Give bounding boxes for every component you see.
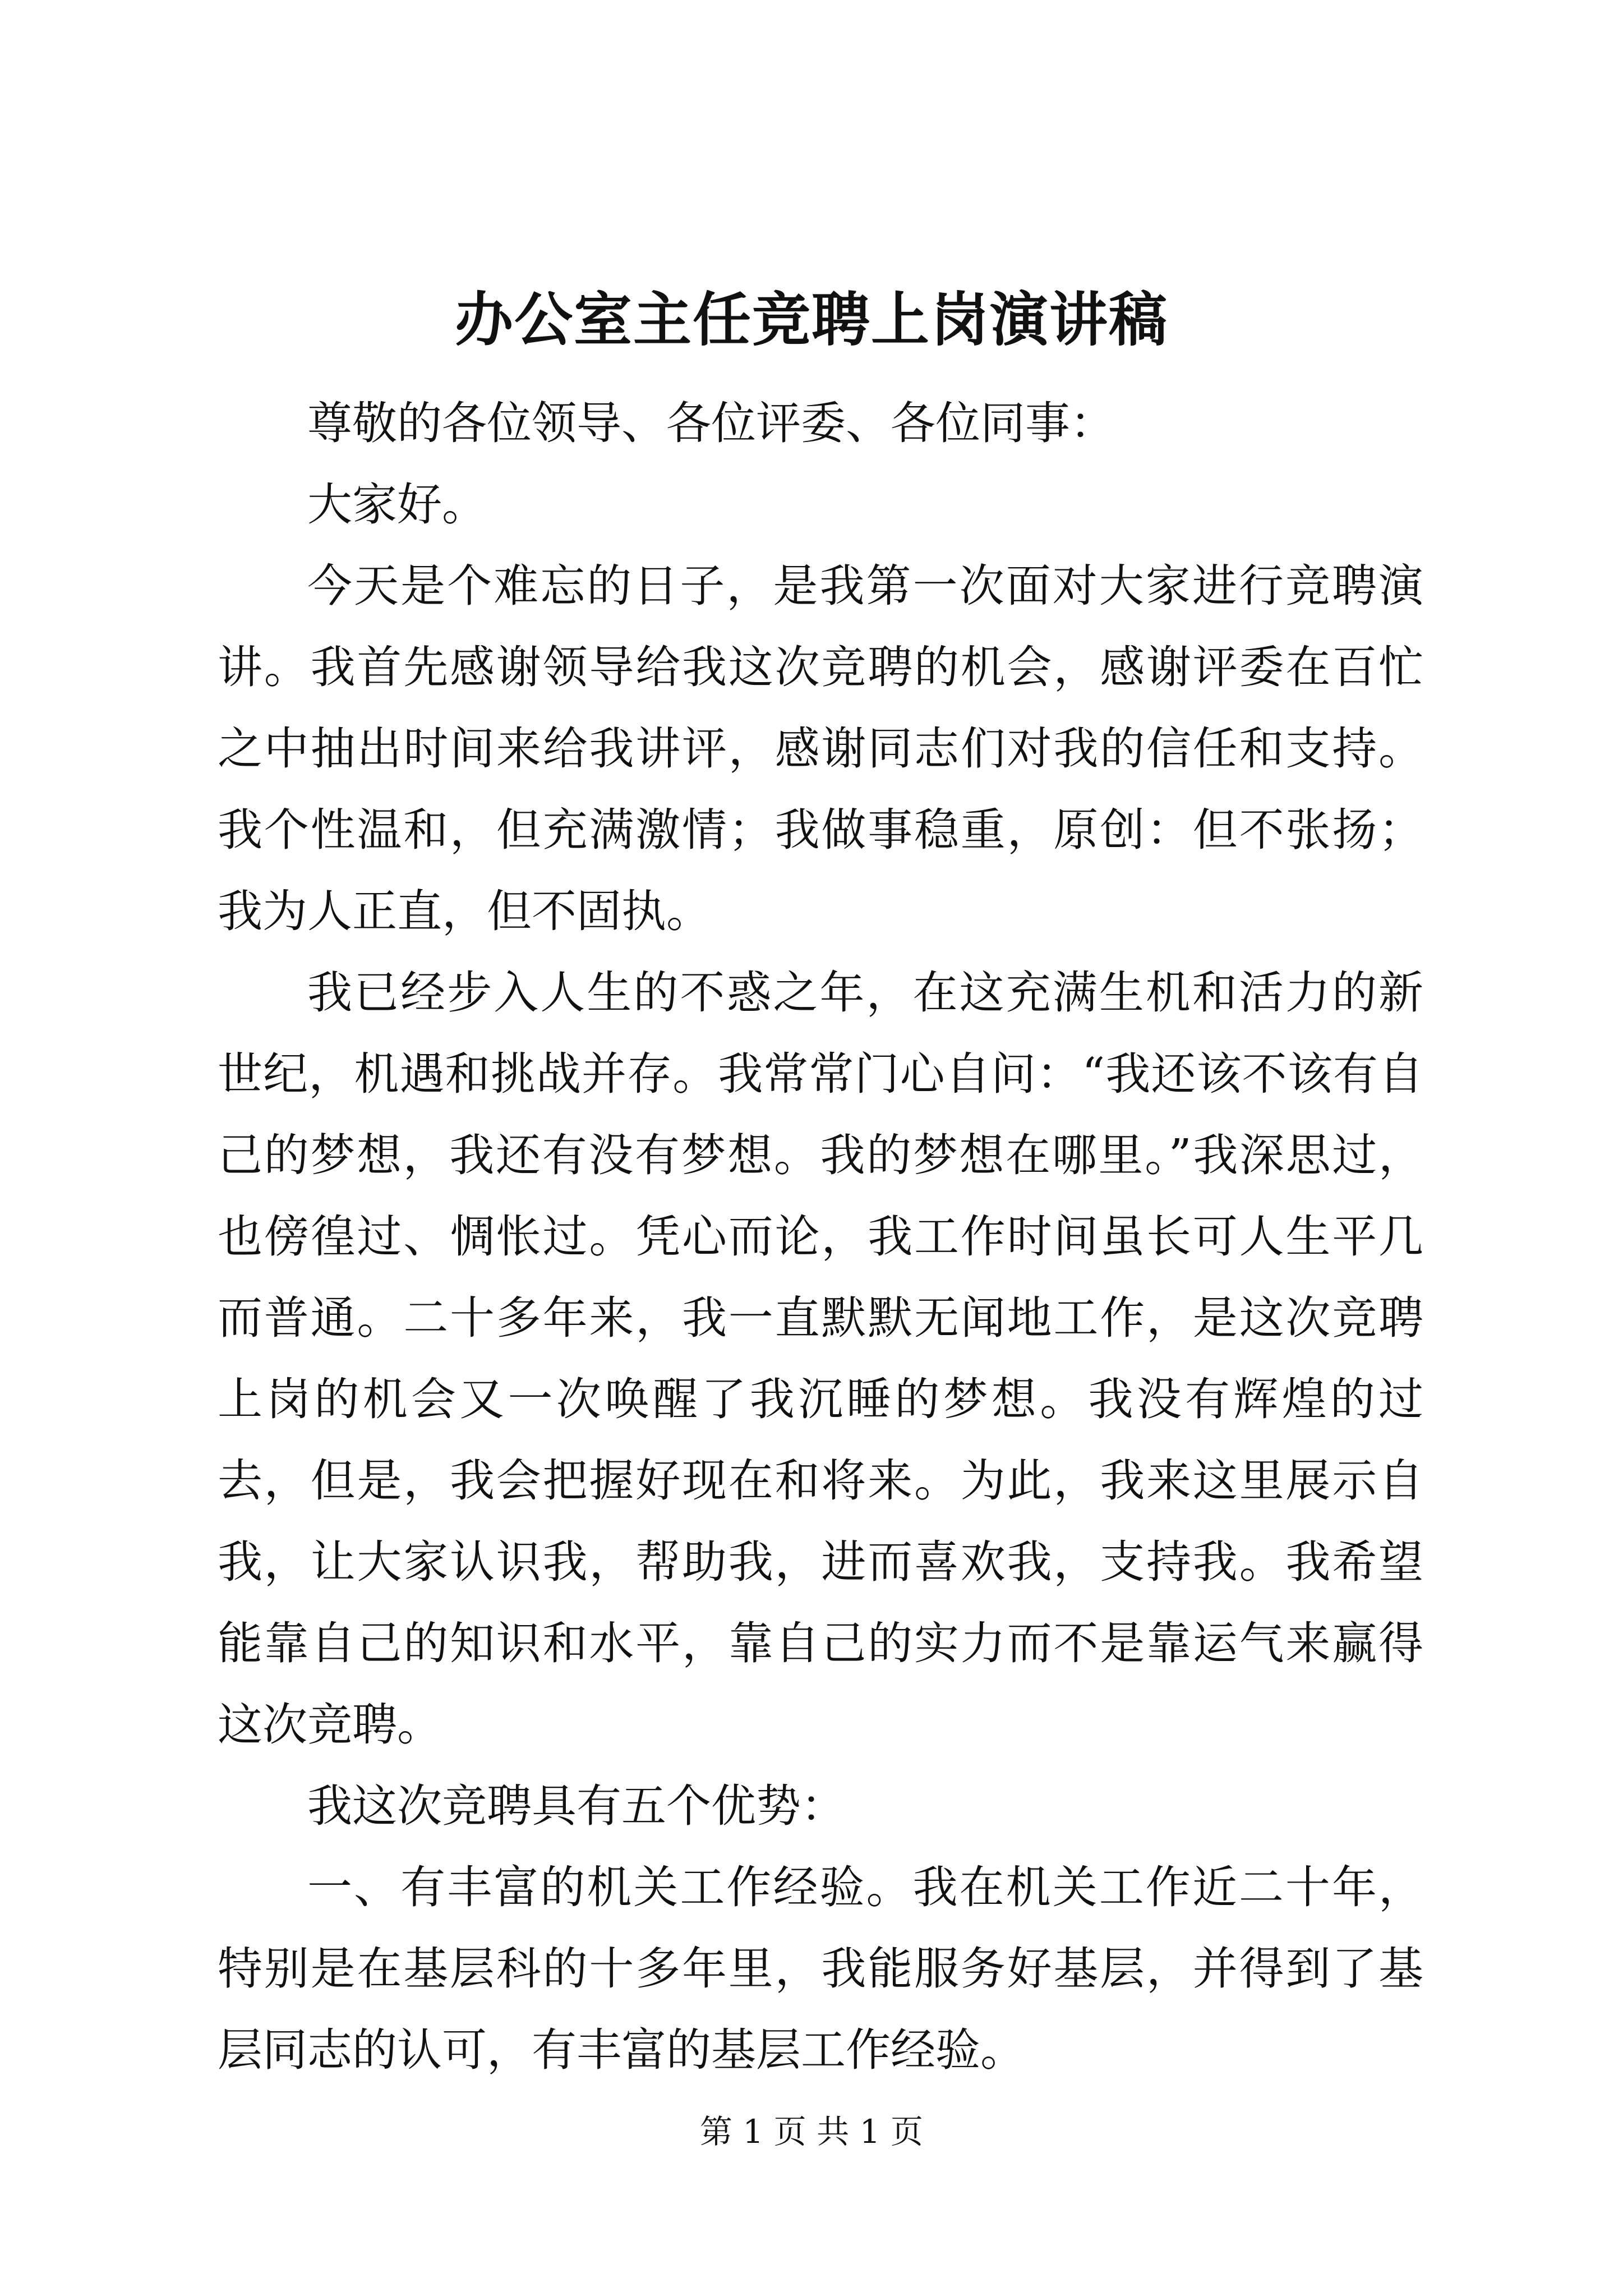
motivation-paragraph: 我已经步入人生的不惑之年，在这充满生机和活力的新世纪，机遇和挑战并存。我常常门心自问：“我还该不该有自己的梦想，我还有没有梦想。我的梦想在哪里。”我深思过，也傍徨过、惆怅过。凭心而论，我工作时间虽长可人生平几而普通。二十多年来，我一直默默无闻地工作，是这次竞聘上岗的机会又一次唤醒了我沉睡的梦想。我没有辉煌的过去，但是，我会把握好现在和将来。为此，我来这里展示自我，让大家认识我，帮助我，进而喜欢我，支持我。我希望能靠自己的知识和水平，靠自己的实力而不是靠运气来赢得这次竞聘。 (218, 967, 1423, 1751)
advantage-one-paragraph: 一、有丰富的机关工作经验。我在机关工作近二十年，特别是在基层科的十多年里，我能服务好基层，并得到了基层同志的认可，有丰富的基层工作经验。 (218, 1861, 1423, 2076)
page-footer: 第 1 页 共 1 页 (700, 2113, 923, 2151)
salutation-paragraph: 大家好。 (307, 478, 487, 531)
introduction-paragraph: 今天是个难忘的日子，是我第一次面对大家进行竞聘演讲。我首先感谢领导给我这次竞聘的机会，感谢评委在百忙之中抽出时间来给我讲评，感谢同志们对我的信任和支持。我个性温和，但充满激情；我做事稳重，原创：但不张扬；我为人正直，但不固执。 (218, 560, 1423, 937)
document-body (218, 383, 1423, 2091)
greeting-paragraph: 尊敬的各位领导、各位评委、各位同事： (307, 397, 1115, 449)
document-title: 办公室主任竞聘上岗演讲稿 (454, 285, 1168, 354)
advantages-heading-paragraph: 我这次竞聘具有五个优势： (307, 1780, 846, 1832)
